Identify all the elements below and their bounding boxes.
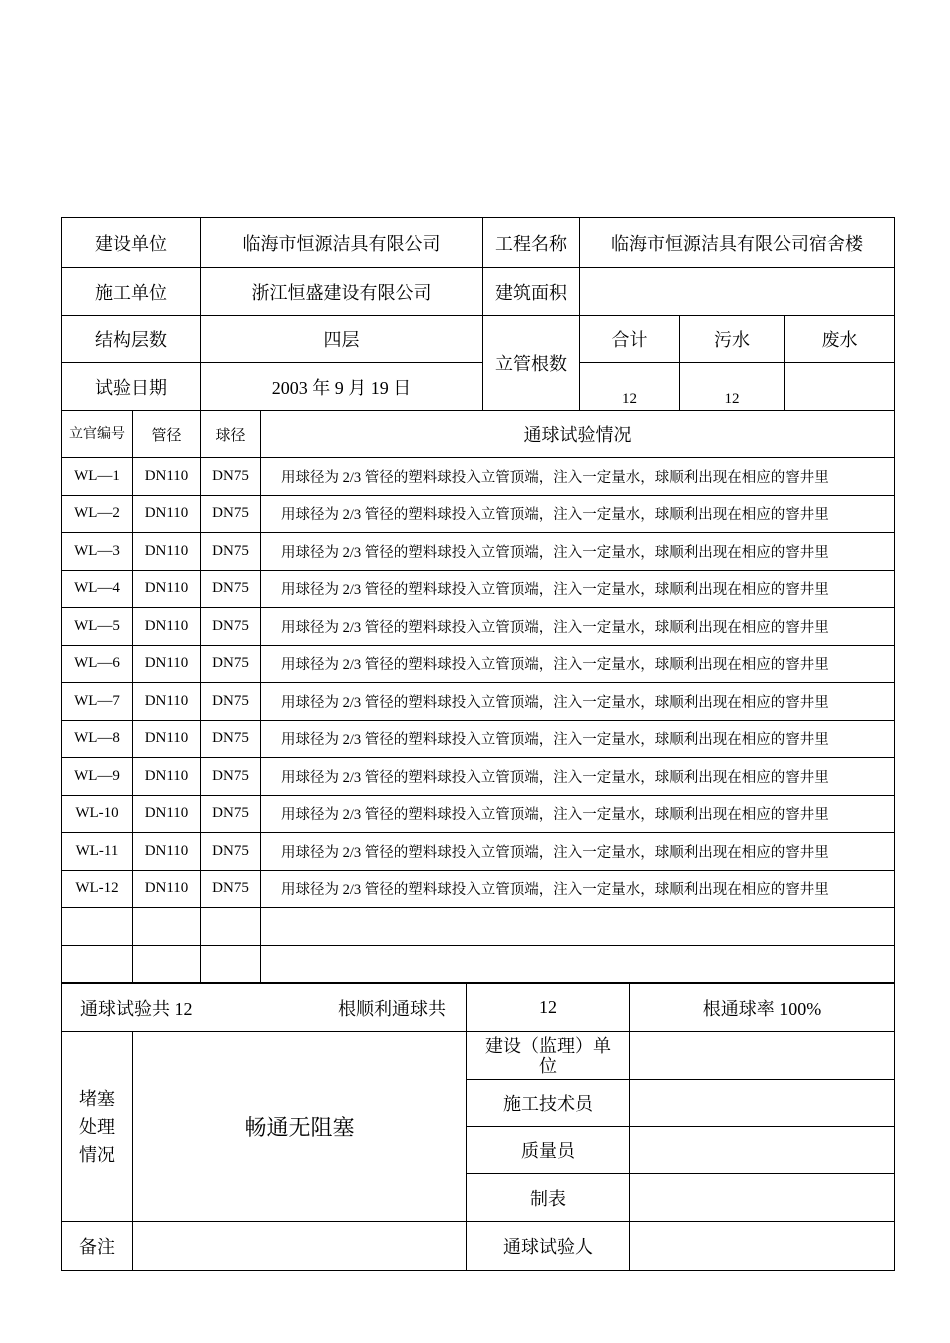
ball-dia-header: 球径 — [201, 411, 261, 458]
result-text: 用球径为 2/3 管径的塑料球投入立管顶端，注入一定量水，球顺利出现在相应的窨井里 — [261, 458, 895, 496]
waste-value — [785, 363, 895, 411]
riser-id: WL—9 — [62, 758, 133, 796]
result-text: 用球径为 2/3 管径的塑料球投入立管顶端，注入一定量水，球顺利出现在相应的窨井里 — [261, 758, 895, 796]
riser-id: WL—1 — [62, 458, 133, 496]
riser-id: WL—8 — [62, 720, 133, 758]
sewage-label: 污水 — [680, 316, 785, 363]
riser-id: WL—7 — [62, 683, 133, 721]
floors-label: 结构层数 — [62, 316, 201, 363]
result-header: 通球试验情况 — [261, 411, 895, 458]
result-text: 用球径为 2/3 管径的塑料球投入立管顶端，注入一定量水，球顺利出现在相应的窨井里 — [261, 833, 895, 871]
pipe-dia: DN110 — [133, 870, 201, 908]
riser-id: WL—5 — [62, 608, 133, 646]
blockage-label: 堵塞处理情况 — [62, 1032, 133, 1222]
summary-total-text: 通球试验共 12 — [80, 998, 193, 1019]
tester-label: 通球试验人 — [467, 1222, 630, 1271]
waste-label: 废水 — [785, 316, 895, 363]
empty-cell — [261, 945, 895, 983]
project-name-label: 工程名称 — [483, 218, 580, 268]
building-area-label: 建筑面积 — [483, 268, 580, 316]
result-text: 用球径为 2/3 管径的塑料球投入立管顶端，注入一定量水，球顺利出现在相应的窨井里 — [261, 645, 895, 683]
pipe-dia: DN110 — [133, 608, 201, 646]
project-info-table — [61, 217, 895, 411]
technician-label: 施工技术员 — [467, 1080, 630, 1127]
table-row — [62, 720, 895, 758]
building-area-value — [580, 268, 895, 316]
pipe-dia: DN110 — [133, 533, 201, 571]
pipe-dia: DN110 — [133, 720, 201, 758]
table-row — [62, 533, 895, 571]
ball-dia: DN75 — [201, 758, 261, 796]
tabulator-value — [630, 1174, 895, 1222]
ball-dia: DN75 — [201, 833, 261, 871]
ball-dia: DN75 — [201, 458, 261, 496]
remarks-value — [133, 1222, 467, 1271]
pipe-dia: DN110 — [133, 795, 201, 833]
table-row — [62, 608, 895, 646]
summary-passed-value: 12 — [467, 984, 630, 1032]
supervisor-label: 建设（监理）单位 — [467, 1032, 630, 1080]
total-label: 合计 — [580, 316, 680, 363]
quality-label: 质量员 — [467, 1127, 630, 1174]
pipe-dia: DN110 — [133, 570, 201, 608]
summary-table — [61, 983, 895, 1271]
blockage-value: 畅通无阻塞 — [133, 1032, 467, 1222]
result-text: 用球径为 2/3 管径的塑料球投入立管顶端，注入一定量水，球顺利出现在相应的窨井里 — [261, 495, 895, 533]
technician-value — [630, 1080, 895, 1127]
riser-id: WL—6 — [62, 645, 133, 683]
riser-id: WL—4 — [62, 570, 133, 608]
ball-dia: DN75 — [201, 683, 261, 721]
result-text: 用球径为 2/3 管径的塑料球投入立管顶端，注入一定量水，球顺利出现在相应的窨井里 — [261, 608, 895, 646]
construction-unit-value: 临海市恒源洁具有限公司 — [201, 218, 483, 268]
test-date-label: 试验日期 — [62, 363, 201, 411]
empty-cell — [201, 945, 261, 983]
table-row — [62, 833, 895, 871]
table-row — [62, 758, 895, 796]
construction-unit-label: 建设单位 — [62, 218, 201, 268]
tester-value — [630, 1222, 895, 1271]
table-row — [62, 458, 895, 496]
riser-id: WL-12 — [62, 870, 133, 908]
floors-value: 四层 — [201, 316, 483, 363]
result-text: 用球径为 2/3 管径的塑料球投入立管顶端，注入一定量水，球顺利出现在相应的窨井里 — [261, 795, 895, 833]
tabulator-label: 制表 — [467, 1174, 630, 1222]
pipe-dia: DN110 — [133, 495, 201, 533]
table-row — [62, 683, 895, 721]
table-row — [62, 870, 895, 908]
pipe-dia: DN110 — [133, 645, 201, 683]
summary-passed-text: 根顺利通球共 — [338, 998, 446, 1019]
ball-dia: DN75 — [201, 570, 261, 608]
empty-cell — [62, 945, 133, 983]
contractor-label: 施工单位 — [62, 268, 201, 316]
ball-dia: DN75 — [201, 608, 261, 646]
riser-count-label: 立管根数 — [483, 316, 580, 411]
empty-cell — [133, 945, 201, 983]
project-name-value: 临海市恒源洁具有限公司宿舍楼 — [580, 218, 895, 268]
sewage-value: 12 — [680, 363, 785, 411]
ball-dia: DN75 — [201, 795, 261, 833]
quality-value — [630, 1127, 895, 1174]
empty-cell — [133, 908, 201, 946]
ball-dia: DN75 — [201, 720, 261, 758]
ball-dia: DN75 — [201, 495, 261, 533]
test-date-value: 2003 年 9 月 19 日 — [201, 363, 483, 411]
pipe-dia-header: 管径 — [133, 411, 201, 458]
pipe-dia: DN110 — [133, 833, 201, 871]
riser-no-header: 立官编号 — [62, 411, 133, 458]
pipe-dia: DN110 — [133, 758, 201, 796]
result-text: 用球径为 2/3 管径的塑料球投入立管顶端，注入一定量水，球顺利出现在相应的窨井里 — [261, 570, 895, 608]
result-text: 用球径为 2/3 管径的塑料球投入立管顶端，注入一定量水，球顺利出现在相应的窨井里 — [261, 720, 895, 758]
table-row — [62, 645, 895, 683]
supervisor-value — [630, 1032, 895, 1080]
riser-test-table — [61, 410, 895, 983]
result-text: 用球径为 2/3 管径的塑料球投入立管顶端，注入一定量水，球顺利出现在相应的窨井里 — [261, 533, 895, 571]
empty-row — [62, 945, 895, 983]
remarks-label: 备注 — [62, 1222, 133, 1271]
pipe-dia: DN110 — [133, 683, 201, 721]
ball-dia: DN75 — [201, 870, 261, 908]
riser-id: WL—2 — [62, 495, 133, 533]
result-text: 用球径为 2/3 管径的塑料球投入立管顶端，注入一定量水，球顺利出现在相应的窨井里 — [261, 870, 895, 908]
contractor-value: 浙江恒盛建设有限公司 — [201, 268, 483, 316]
riser-id: WL-11 — [62, 833, 133, 871]
empty-cell — [201, 908, 261, 946]
empty-cell — [62, 908, 133, 946]
table-row — [62, 795, 895, 833]
total-value: 12 — [580, 363, 680, 411]
summary-total-cell — [62, 984, 467, 1032]
ball-dia: DN75 — [201, 533, 261, 571]
summary-rate-text: 根通球率 100% — [630, 984, 895, 1032]
table-row — [62, 495, 895, 533]
table-row — [62, 570, 895, 608]
riser-id: WL—3 — [62, 533, 133, 571]
ball-dia: DN75 — [201, 645, 261, 683]
riser-id: WL-10 — [62, 795, 133, 833]
empty-row — [62, 908, 895, 946]
empty-cell — [261, 908, 895, 946]
result-text: 用球径为 2/3 管径的塑料球投入立管顶端，注入一定量水，球顺利出现在相应的窨井里 — [261, 683, 895, 721]
pipe-dia: DN110 — [133, 458, 201, 496]
